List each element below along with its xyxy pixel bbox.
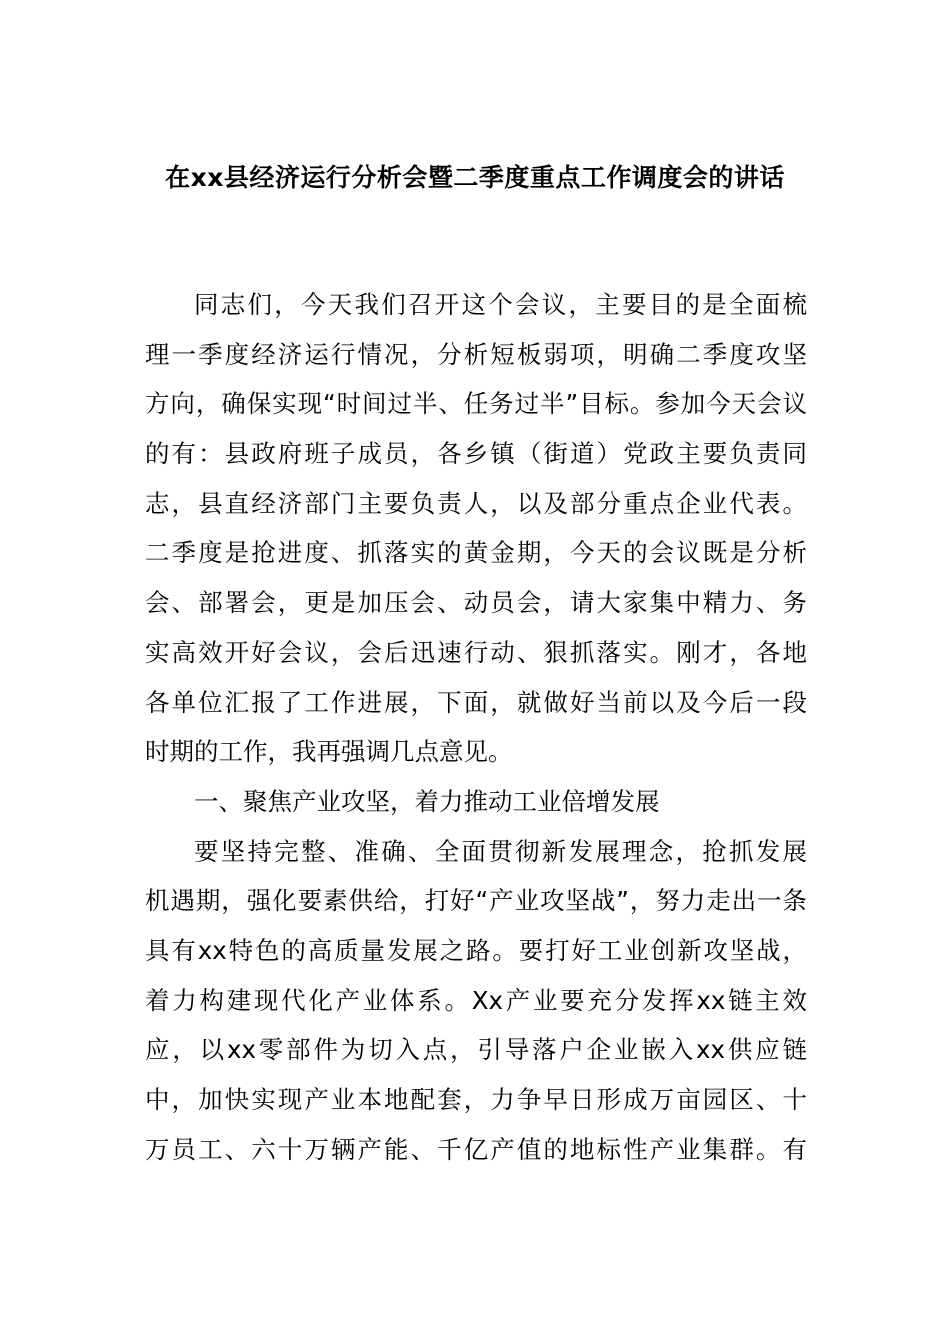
body-text-line: 机遇期，强化要素供给，打好“产业攻坚战”，努力走出一条 [145,886,807,916]
body-text-line: 着力构建现代化产业体系。Xx产业要充分发挥xx链主效 [145,985,807,1015]
body-text-line: 志，县直经济部门主要负责人，以及部分重点企业代表。 [145,488,807,518]
body-text-line: 时期的工作，我再强调几点意见。 [145,737,513,767]
body-text-line: 万员工、六十万辆产能、千亿产值的地标性产业集群。有 [145,1134,807,1164]
body-text-line: 实高效开好会议，会后迅速行动、狠抓落实。刚才，各地 [145,637,807,667]
body-text-line: 中，加快实现产业本地配套，力争早日形成万亩园区、十 [145,1085,807,1114]
body-text-line: 要坚持完整、准确、全面贯彻新发展理念，抢抓发展 [194,836,807,866]
document-title: 在xx县经济运行分析会暨二季度重点工作调度会的讲话 [165,163,785,192]
body-text-line: 会、部署会，更是加压会、动员会，请大家集中精力、务 [145,588,807,618]
body-text-line: 的有：县政府班子成员，各乡镇（街道）党政主要负责同 [145,439,807,469]
body-text-line: 具有xx特色的高质量发展之路。要打好工业创新攻坚战， [145,935,807,965]
document-body [145,280,807,1174]
body-text-line: 理一季度经济运行情况，分析短板弱项，明确二季度攻坚 [145,339,807,369]
body-text-line: 方向，确保实现“时间过半、任务过半”目标。参加今天会议 [145,389,807,419]
body-text-line: 二季度是抢进度、抓落实的黄金期，今天的会议既是分析 [145,538,807,568]
body-text-line: 一、聚焦产业攻坚，着力推动工业倍增发展 [194,786,660,816]
body-text-line: 同志们，今天我们召开这个会议，主要目的是全面梳 [194,290,807,319]
body-text-line: 应，以xx零部件为切入点，引导落户企业嵌入xx供应链 [145,1035,807,1065]
body-text-line: 各单位汇报了工作进展，下面，就做好当前以及今后一段 [145,687,807,717]
